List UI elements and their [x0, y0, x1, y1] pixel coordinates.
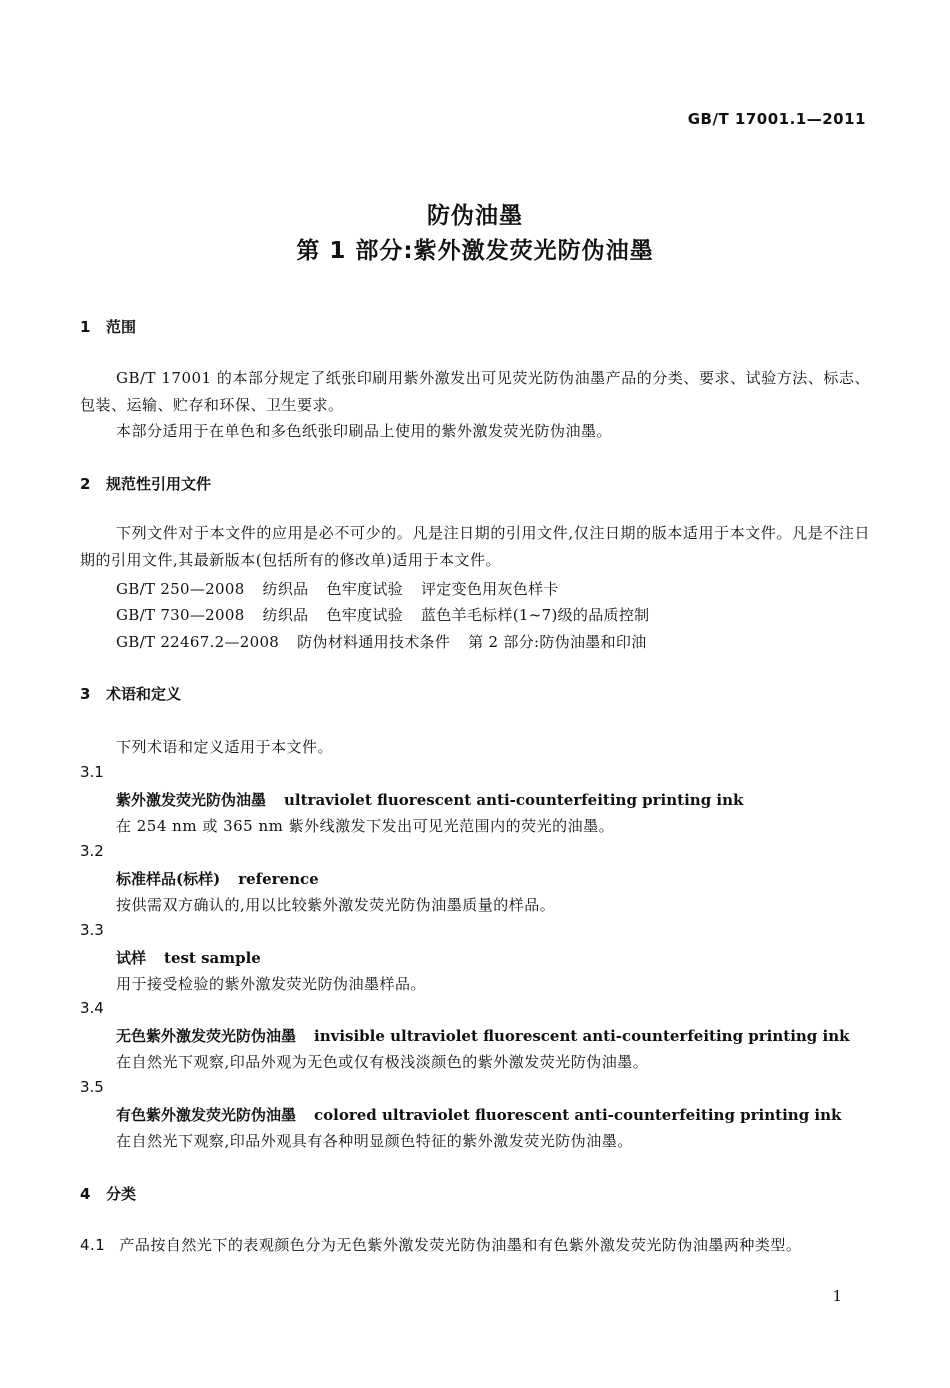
reference-part: 第 2 部分:防伪油墨和印油 — [468, 633, 647, 651]
term-zh: 无色紫外激发荧光防伪油墨 — [116, 1027, 297, 1045]
page-number: 1 — [832, 1287, 842, 1305]
term-definition: 按供需双方确认的,用以比较紫外激发荧光防伪油墨质量的样品。 — [116, 896, 556, 914]
section-1-heading — [80, 316, 136, 337]
reference-code: GB/T 22467.2—2008 — [116, 633, 280, 651]
section-2-paragraph-1: 下列文件对于本文件的应用是必不可少的。凡是注日期的引用文件,仅注日期的版本适用于本文件。凡是不注日期的引用文件,其最新版本(包括所有的修改单)适用于本文件。 — [80, 524, 870, 569]
term-definition: 在自然光下观察,印品外观为无色或仅有极浅淡颜色的紫外激发荧光防伪油墨。 — [116, 1053, 649, 1071]
section-2-heading — [80, 473, 211, 494]
clause-4-1 — [80, 1232, 870, 1259]
section-number: 3 — [80, 685, 91, 703]
reference-part: 蓝色羊毛标样(1~7)级的品质控制 — [420, 606, 650, 624]
clause-number: 4.1 — [80, 1236, 106, 1254]
reference-code: GB/T 250—2008 — [116, 580, 245, 598]
term-number: 3.5 — [80, 1078, 104, 1096]
section-1-paragraph-1: GB/T 17001 的本部分规定了纸张印刷用紫外激发出可见荧光防伪油墨产品的分类、要求、试验方法、标志、包装、运输、贮存和环保、卫生要求。 — [80, 369, 870, 414]
term-en: colored ultraviolet fluorescent anti-counterfeiting printing ink — [314, 1106, 842, 1124]
reference-item — [116, 604, 667, 625]
section-title: 术语和定义 — [106, 685, 182, 703]
reference-part: 防伪材料通用技术条件 — [297, 633, 451, 651]
reference-item — [116, 578, 577, 599]
term-definition: 用于接受检验的紫外激发荧光防伪油墨样品。 — [116, 975, 427, 993]
term-number: 3.4 — [80, 999, 104, 1017]
term-definition: 在自然光下观察,印品外观具有各种明显颜色特征的紫外激发荧光防伪油墨。 — [116, 1132, 633, 1150]
reference-part: 色牢度试验 — [326, 606, 403, 624]
section-3-intro: 下列术语和定义适用于本文件。 — [116, 738, 334, 756]
section-number: 2 — [80, 475, 91, 493]
term-en: invisible ultraviolet fluorescent anti-counterfeiting printing ink — [314, 1027, 850, 1045]
section-number: 1 — [80, 318, 91, 336]
reference-part: 评定变色用灰色样卡 — [420, 580, 559, 598]
term-number: 3.2 — [80, 842, 104, 860]
reference-part: 色牢度试验 — [326, 580, 403, 598]
section-number: 4 — [80, 1185, 91, 1203]
reference-part: 纺织品 — [262, 580, 309, 598]
clause-text: 产品按自然光下的表观颜色分为无色紫外激发荧光防伪油墨和有色紫外激发荧光防伪油墨两种类型。 — [119, 1236, 802, 1254]
term-en: test sample — [164, 949, 261, 967]
term-heading — [116, 868, 319, 889]
term-heading — [116, 1025, 850, 1046]
term-definition: 在 254 nm 或 365 nm 紫外线激发下发出可见光范围内的荧光的油墨。 — [116, 817, 615, 835]
section-4-heading — [80, 1183, 136, 1204]
section-title: 范围 — [106, 318, 137, 336]
term-en: reference — [238, 870, 319, 888]
term-en: ultraviolet fluorescent anti-counterfeiting printing ink — [284, 791, 744, 809]
term-number: 3.1 — [80, 763, 104, 781]
term-zh: 标准样品(标样) — [116, 870, 221, 888]
term-zh: 试样 — [116, 949, 147, 967]
section-title: 规范性引用文件 — [106, 475, 212, 493]
document-title: 防伪油墨 — [427, 203, 523, 229]
document-subtitle: 第 1 部分:紫外激发荧光防伪油墨 — [296, 238, 654, 264]
section-title: 分类 — [106, 1185, 137, 1203]
standard-number: GB/T 17001.1—2011 — [687, 110, 866, 128]
term-zh: 紫外激发荧光防伪油墨 — [116, 791, 267, 809]
section-3-heading — [80, 683, 181, 704]
reference-part: 纺织品 — [262, 606, 309, 624]
reference-code: GB/T 730—2008 — [116, 606, 245, 624]
term-heading — [116, 1104, 841, 1125]
term-number: 3.3 — [80, 921, 104, 939]
section-1-paragraph-2: 本部分适用于在单色和多色纸张印刷品上使用的紫外激发荧光防伪油墨。 — [116, 422, 613, 440]
reference-item — [116, 631, 683, 652]
term-heading — [116, 947, 261, 968]
term-zh: 有色紫外激发荧光防伪油墨 — [116, 1106, 297, 1124]
term-heading — [116, 789, 743, 810]
